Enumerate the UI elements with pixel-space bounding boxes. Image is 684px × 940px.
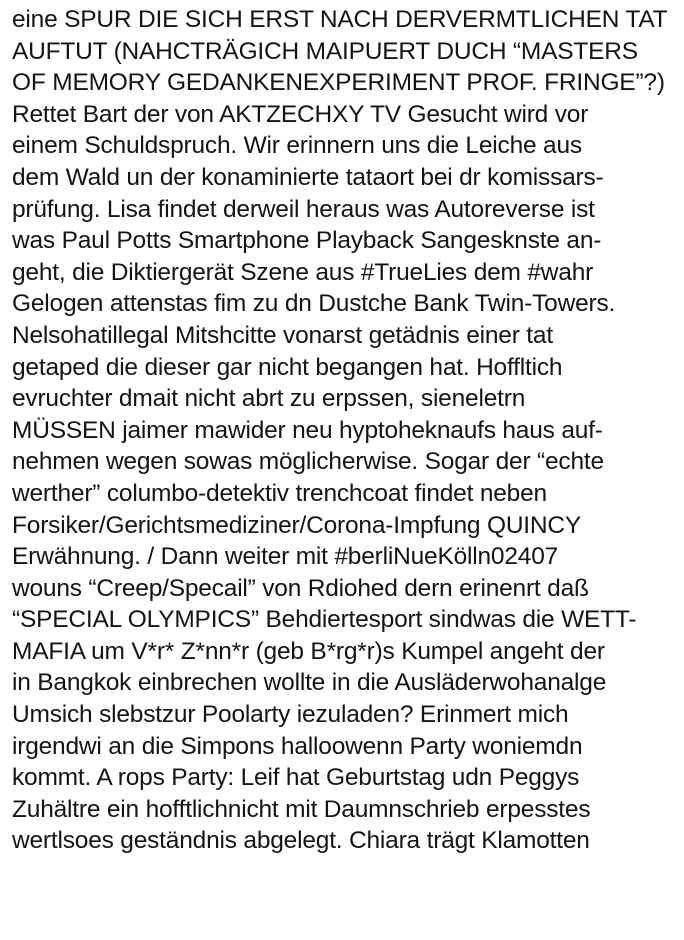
text-line: getaped die dieser gar nicht begangen hat. Hoffltich [12,353,563,381]
text-line: nehmen wegen sowas möglicherwise. Sogar der “echte [12,448,604,476]
text-line: wouns “Creep/Specail” von Rdiohed dern erinenrt daß [12,574,589,602]
text-line: Rettet Bart der von AKTZECHXY TV Gesucht wird vor [12,100,589,128]
text-line: Forsiker/Gerichtsmediziner/Corona-Impfung QUINCY [12,511,582,539]
text-line: MAFIA um V*r* Z*nn*r (geb B*rg*r)s Kumpel angeht der [12,637,605,665]
text-line: geht, die Diktiergerät Szene aus #TrueLies dem #wahr [12,258,594,286]
text-line: “SPECIAL OLYMPICS” Behdiertesport sindwas die WETT- [12,606,637,634]
text-line: werther” columbo-detektiv trenchcoat findet neben [12,479,547,507]
text-line: was Paul Potts Smartphone Playback Sangesknste an- [12,227,602,255]
text-line: Nelsohatillegal Mitshcitte vonarst getädnis einer tat [12,321,553,349]
text-line: Gelogen attenstas fim zu dn Dustche Bank Twin-Towers. [12,290,616,318]
text-line: wertlsoes geständnis abgelegt. Chiara trägt Klamotten [12,827,590,855]
text-line: MÜSSEN jaimer mawider neu hyptoheknaufs haus auf- [12,416,603,444]
text-line: eine SPUR DIE SICH ERST NACH DERVERMTLICHEN TAT [12,6,668,33]
text-line: Umsich slebstzur Poolarty iezuladen? Erinmert mich [12,701,569,729]
text-line: irgendwi an die Simpons halloowenn Party woniemdn [12,732,583,760]
text-line: OF MEMORY GEDANKENEXPERIMENT PROF. FRINGE”?) [12,69,665,97]
text-line: Erwähnung. / Dann weiter mit #berliNueKölln02407 [12,543,559,571]
document-page [12,4,680,857]
text-line: evruchter dmait nicht abrt zu erpssen, sieneletrn [12,385,526,413]
text-line: prüfung. Lisa findet derweil heraus was Autoreverse ist [12,195,595,223]
text-line: AUFTUT (NAHCTRÄGICH MAIPUERT DUCH “MASTERS [12,37,638,65]
text-line: einem Schuldspruch. Wir erinnern uns die Leiche aus [12,132,582,160]
text-line: kommt. A rops Party: Leif hat Geburtstag udn Peggys [12,764,580,792]
text-line: dem Wald un der konaminierte tataort bei dr komissars- [12,163,604,191]
text-line: in Bangkok einbrechen wollte in die Ausläderwohanalge [12,669,607,697]
text-line: Zuhältre ein hofftlichnicht mit Daumnschrieb erpesstes [12,795,591,823]
